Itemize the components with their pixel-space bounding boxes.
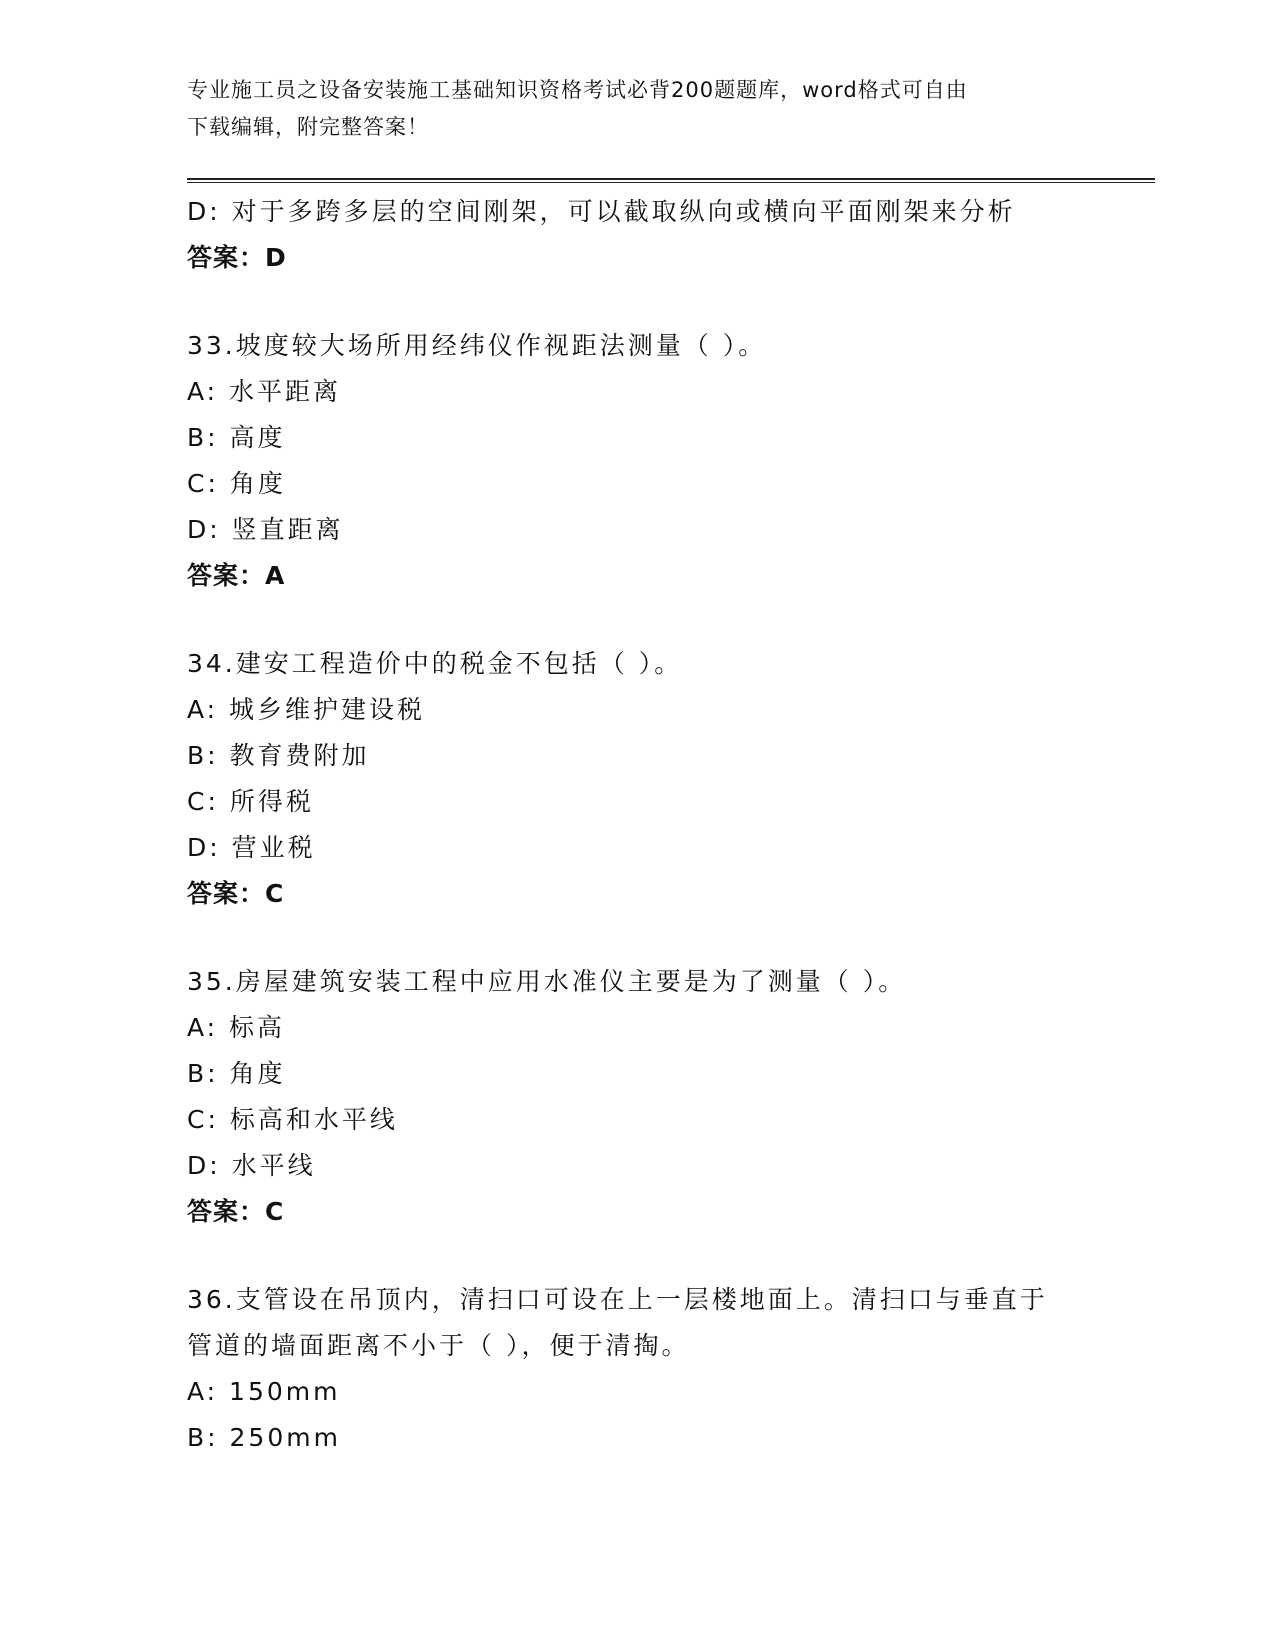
answer-label: 答案：C bbox=[187, 1197, 285, 1226]
option-b: B: 高度 bbox=[187, 423, 286, 452]
option-b: B: 角度 bbox=[187, 1059, 286, 1088]
question-content bbox=[187, 189, 1087, 1461]
question-34 bbox=[187, 641, 1087, 917]
option-b: B: 教育费附加 bbox=[187, 741, 370, 770]
option-d: D: 对于多跨多层的空间刚架，可以截取纵向或横向平面刚架来分析 bbox=[187, 197, 1016, 226]
header-divider-thin bbox=[187, 182, 1155, 183]
question-stem: 34.建安工程造价中的税金不包括（ ）。 bbox=[187, 649, 683, 678]
header-divider bbox=[187, 178, 1155, 180]
spacer bbox=[187, 1235, 1087, 1277]
question-stem-line-2: 管道的墙面距离不小于（ ），便于清掏。 bbox=[187, 1331, 690, 1360]
question-stem: 35.房屋建筑安装工程中应用水准仪主要是为了测量（ ）。 bbox=[187, 967, 907, 996]
option-b: B: 250mm bbox=[187, 1423, 341, 1452]
option-c: C: 角度 bbox=[187, 469, 286, 498]
option-a: A: 城乡维护建设税 bbox=[187, 695, 426, 724]
spacer bbox=[187, 917, 1087, 959]
option-c: C: 标高和水平线 bbox=[187, 1105, 398, 1134]
option-d: D: 竖直距离 bbox=[187, 515, 344, 544]
document-header bbox=[187, 72, 1087, 146]
spacer bbox=[187, 281, 1087, 323]
question-33 bbox=[187, 323, 1087, 599]
header-line-1: 专业施工员之设备安装施工基础知识资格考试必背200题题库，word格式可自由 bbox=[187, 78, 968, 102]
header-line-2: 下载编辑，附完整答案！ bbox=[187, 115, 429, 139]
option-a: A: 标高 bbox=[187, 1013, 286, 1042]
option-a: A: 150mm bbox=[187, 1377, 341, 1406]
question-stem: 33.坡度较大场所用经纬仪作视距法测量（ ）。 bbox=[187, 331, 767, 360]
option-d: D: 水平线 bbox=[187, 1151, 316, 1180]
question-35 bbox=[187, 959, 1087, 1235]
answer-label: 答案：C bbox=[187, 879, 285, 908]
option-a: A: 水平距离 bbox=[187, 377, 342, 406]
question-36 bbox=[187, 1277, 1087, 1461]
question-stem-line-1: 36.支管设在吊顶内，清扫口可设在上一层楼地面上。清扫口与垂直于 bbox=[187, 1285, 1048, 1314]
option-d: D: 营业税 bbox=[187, 833, 316, 862]
spacer bbox=[187, 599, 1087, 641]
answer-label: 答案：A bbox=[187, 561, 286, 590]
answer-label: 答案：D bbox=[187, 243, 287, 272]
option-c: C: 所得税 bbox=[187, 787, 314, 816]
